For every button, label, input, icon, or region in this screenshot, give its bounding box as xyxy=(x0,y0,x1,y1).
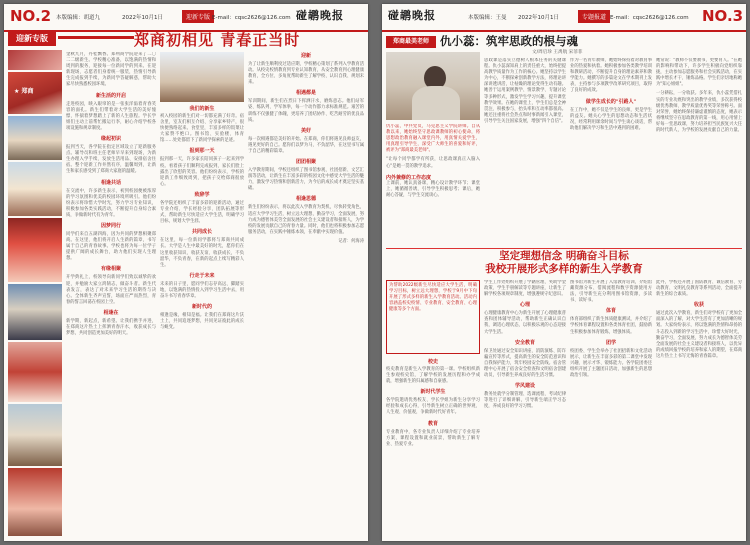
subhead-harvest: 收获 xyxy=(693,302,704,309)
lead-box: 为帮助2022级新生尽快适应大学生活，明确学习目标，树立远大理想，学校于9月中下旬开展了形式多样的新生入学教育活动。活动内容涵盖校史校情、专业教育、安全教育、心理健康等多个方面。 xyxy=(386,280,480,354)
photo-students xyxy=(8,162,62,216)
subhead-9: 新时代的 xyxy=(191,304,212,311)
article-subheadline: 我校开展形式多样的新生入学教育 xyxy=(485,263,643,275)
subhead-new-era: 新时代学生 xyxy=(420,389,446,396)
news-column-2: 学生工作处组织开展了学籍管理、奖助学金政策、学生手册解读等专题讲座，让新生了解学校各项规章制度，增强遵规守纪意识。 心理 心理健康教育中心为新生开展了心理健康普查和团体辅导活动，帮助新生正确认识自我，调适心理状态，以积极乐观的心态迎接大学生活。 安全教育 保卫处通过安全知识讲座、消防演练、防诈骗宣传等形式，提高新生的安全防范意识和自我保护能力，筑牢校园安全防线。宿舍管理中心开展了宿舍安全检查和文明宿舍创建动员，引导新生养成良好的生活习惯。 学风建设 教务处就学分制管理、选课流程、考试纪律等进行了详细讲解，引导新生端正学习态度，养成良好的学习习惯。 xyxy=(484,280,566,410)
subhead-mid-2: 报到那一天 xyxy=(189,148,215,155)
editor-credit: 本版编辑：王曼 xyxy=(468,15,507,21)
left-page-header xyxy=(4,4,368,32)
subhead-3: 相逢共话 xyxy=(100,179,121,186)
editor-credit: 本版编辑：胡道九 xyxy=(56,15,101,21)
article-divider xyxy=(386,248,742,249)
subhead-league: 团学 xyxy=(605,339,616,346)
title-rule xyxy=(58,36,134,39)
email: E-mail：cqsc2626@126.com xyxy=(212,15,291,21)
photo-registration xyxy=(160,52,244,102)
subhead-education: 教育 xyxy=(427,420,438,427)
article-headline: 坚定理想信念 明确奋斗目标 xyxy=(499,250,629,262)
article-column-1: 金秋九月，丹桂飘香。郑州商学院迎来了二〇二二级新生。学校精心准备，以饱满的热情和周到的服务，迎接每一位新同学的到来。在迎新现场，志愿者们身着统一服装，热情引导新生完成报到手续，为新同学答疑解惑，帮助大家尽快熟悉校园环境。 新生活的开启 走进校园，映入眼帘的是一张张洋溢着青春笑容的面孔。新生们带着对大学生活的美好憧憬，怀揣着梦想踏上了新的人生旅程。学长学姐们主动上前帮忙搬运行李，耐心介绍学校各项设施和规章制度。 缘起初识 报到当天，各学院在指定区域设立了迎新服务点。辅导员和班主任老师早早来到现场，为新生办理入学手续、发放生活用品、安排宿舍住宿。整个迎新工作井然有序，温馨周到，让新生和家长感受到了郑商大家庭的温暖。 相逢共话 在交流中，许多新生表示，初到校园便被浓厚的学习氛围和优美的校园环境所吸引。他们纷纷表示将珍惜大学时光，努力学习专业知识，积极参加各类实践活动，不断提升自身综合素质，争做新时代有为青年。 因梦同行 同学们来自五湖四海，因为共同的梦想相聚郑商。在这里，他们将开启人生新的篇章，书写属于自己的青春故事。学校也将为每一位学子提供广阔的成长舞台，助力他们实现人生理想。 有缘相聚 开学典礼上，校领导向新同学们致以诚挚的欢迎，并勉励大家立鸿鹄志，做奋斗者。新生代表发言，表达了对未来学习生活的期待与决心。全体新生齐声宣誓，场面庄严而热烈，青春的誓言回荡在校园上空。 相逢在 新学期，新起点，新希望。让我们携手并进，在郑商这片热土上挥洒青春汗水，收获成长与梦想，共同创造更加美好的明天。 xyxy=(66,52,156,337)
news-column-4: 此外，学校还开展了国防教育、诚信教育、劳动教育、文明礼仪教育等系列活动，全面提升新生的综合素质。 收获 通过此次入学教育，新生们对学校有了更加全面深入的了解，对大学生活有了更加清晰的规划。大家纷纷表示，将以饱满的热情和昂扬的斗志投入到新的学习生活中，珍惜大好时光，勤奋学习，全面发展，努力成长为德智体美劳全面发展的社会主义建设者和接班人，以优异的成绩回报学校的培养和家人的期望，在郑商这片热土上书写无悔的青春篇章。 xyxy=(656,280,742,359)
subhead-history: 校史 xyxy=(427,359,438,365)
left-page xyxy=(4,4,368,541)
feature-column-2: 作为一名青年教师，她始终保持着对教育事业的热爱和执着。她积极参加各类教学培训和教研活动，不断提升自身的理论素养和教学能力。她撰写的多篇论文在学术期刊上发表，主持参与多项教学改革研究项目，取得了良好的成效。 做学生成长的"引路人" 在工作中，她不仅是学生的良师，更是学生的益友。她关心学生的思想动态和生活状况，经常利用课余时间与学生谈心谈话，帮助他们解决学习和生活中遇到的困难。 xyxy=(570,58,652,131)
subhead-11: 相逢思德 xyxy=(295,196,316,203)
subhead-mid-3: 共同成长 xyxy=(191,229,212,236)
portrait-body xyxy=(412,86,460,120)
photo-campus xyxy=(8,284,62,340)
photo-parade xyxy=(8,218,62,282)
photo-red-banner xyxy=(8,72,62,114)
section-logo: 迎新专版 xyxy=(8,32,56,46)
right-page-header xyxy=(382,4,746,32)
subhead-5: 有缘相聚 xyxy=(100,266,121,273)
section-label: 迎新专版 xyxy=(182,10,214,23)
article-column-2: 我们的新生 初入校园的新生们对一切都充满了好奇。宿舍里，室友们相互介绍、分享家乡特产，很快便熟络起来。食堂里，丰富多样的饭菜让大家赞不绝口。图书馆、实验楼、体育馆……处处都留下了新同学探索的足迹。 报到那一天 报到那一天，许多家长陪同孩子一起来到学校。看着孩子们顺利完成报到，家长们脸上露出了欣慰的笑容。他们纷纷表示，学校的迎新工作细致周到，把孩子交给郑商很放心。 致辞学 各学院还组织了丰富多彩的迎新活动，通过专业介绍、学长经验分享、团队拓展等形式，帮助新生尽快适应大学生活，明确学习目标，规划大学生涯。 共同成长 在这里，每一位新同学都将与郑商共同成长。大学是人生中最美好的时光，愿你们在这里收获知识、收获友谊、收获成长，不负韶华，不负青春，在新的起点上续写精彩人生。 行走于未来 未来的日子里，愿同学们志存高远、脚踏实地，以饱满的热情投入到学习生活中去，用奋斗书写青春华章。 新时代的 相逢是缘，相知是福。让我们在郑商这片沃土上，共同追逐梦想，共同见证彼此的成长与蜕变。 xyxy=(160,52,244,538)
section-subhead: 内外兼修的工作态度 xyxy=(386,174,432,181)
photo-welcome-board xyxy=(8,50,62,70)
feature-tag: 郑商最美老师 xyxy=(386,36,436,48)
subhead-mid-4: 迎新 xyxy=(300,53,311,59)
banner-caption: ★ 郑商 xyxy=(14,88,34,95)
subhead-mid-1: 我们的新生 xyxy=(189,106,215,112)
subhead-study: 学风建设 xyxy=(514,383,535,390)
feature-byline: 文/周启珍 王禹航 宋菲菲 xyxy=(532,50,583,55)
portrait-photo xyxy=(386,52,480,120)
subhead-8: 行走于未来 xyxy=(189,272,215,279)
feature-column-1: 思政课是落实立德树人根本任务的关键课程。仇小蕊深知肩上的责任重大，始终把提高教学质量作为工作的核心。她坚持以学生为中心，不断探索创新教学方法，将理论讲深讲透讲活，让枯燥的理论变得生动有趣。她善于运用案例教学、情景教学、专题讨论等多种形式，激发学生学习兴趣，提升课堂教学效果。在她的课堂上，学生们总是全神贯注、积极参与，抬头率和互动率都很高。她还注重将社会热点和时事新闻引入课堂，引导学生关注国家发展，增强"四个自信"。 xyxy=(484,58,566,124)
news-column-3: 图书馆为新生开展了入馆教育培训，介绍馆藏资源分布、借阅流程和数字资源使用方法，引导新生充分利用图书馆资源，多读书、读好书。 体育 体育部组织了新生体质健康测试，并介绍了学校体育课程设置和各类体育社团，鼓励新生积极参加体育锻炼，增强体质。 团学 校团委、学生会举办了社团招新和文化活动展示，让新生在丰富多彩的第二课堂中发现兴趣、展示才华、锻炼能力。各学院团委还组织开展了主题团日活动，加强新生的思想政治引领。 xyxy=(570,280,652,379)
subhead-mid-6: 美好 xyxy=(300,127,311,134)
article-signature: 记者：何海涛 xyxy=(338,238,364,244)
news-column-1: 校史 校史教育是新生入学教育的第一课。学校组织新生参观校史馆，了解学校的发展历程和办学成就，增强新生的归属感和自豪感。 新时代学生 各学院邀请优秀校友、学长学姐为新生分享学习经验和成长心得，引导新生树立正确的世界观、人生观、价值观，争做新时代好青年。 教育 专业教育中，各专业负责人详细介绍了专业培养方案、课程设置和就业前景，帮助新生了解专业、热爱专业。 xyxy=(386,359,480,447)
photo-group xyxy=(8,404,62,466)
title-band xyxy=(4,32,368,50)
section-label: 专题报道 xyxy=(578,10,610,23)
subhead-4: 因梦同行 xyxy=(100,222,121,229)
page-number: NO.3 xyxy=(702,7,744,25)
photo-flag xyxy=(8,342,62,402)
subhead-sports: 体育 xyxy=(605,308,616,315)
subhead-10: 团团相聚 xyxy=(295,159,316,166)
article-column-3: 迎新 为了让新生顺利度过适应期，学校精心策划了系列入学教育活动。从校史校情教育到专业认知教育，从安全教育到心理健康教育，全方位、多角度帮助新生了解学校、认识自我、规划未来。 相遇都是 军训期间，新生们在烈日下挥洒汗水，磨炼意志。他们站军姿、练队列、学军体拳，每一个动作都力求标准规范。艰苦的训练不仅强健了体魄，更培养了团结协作、吃苦耐劳的优良品质。 美好 每一次相遇都是美好的开始。在郑商，你们将遇见良师益友，遇见更好的自己。愿你们以梦为马，不负韶华，在这里书写属于自己的精彩篇章。 团团相聚 入学教育期间，学校还组织了图书馆参观、社团招新、文艺汇演等活动，让新生在丰富多彩的校园文化中感受大学生活的魅力，激发学习热情和创新活力，为今后的成长成才奠定坚实基础。 相逢思德 新生们纷纷表示，将以此次入学教育为契机，尽快转变角色，适应大学学习生活，树立远大理想，勤奋学习，全面发展，努力成为德智体美劳全面发展的社会主义建设者和接班人，为学校的发展贡献自己的青春力量。同时，他们也将积极参加志愿服务活动，在实践中锤炼本领，在奉献中实现价值。 记者：何海涛 xyxy=(248,53,364,244)
issue-date: 2022年10月1日 xyxy=(518,15,559,21)
masthead: 碰鹕晚报 xyxy=(296,9,344,22)
page-number: NO.2 xyxy=(10,7,52,25)
page-title: 郑商初相见 青春正当时 xyxy=(134,31,301,49)
subhead-mental: 心理 xyxy=(519,302,530,309)
feature-column-3: 她常说："教师不仅要教书，更要育人。"在她的影响和带动下，许多学生积极向党组织靠拢，主动参加志愿服务和社会实践活动，在实践中增长才干、锤炼品格。学生们亲切地称她为"知心姐姐"。 一分耕耘，一分收获。多年来，仇小蕊凭借扎实的专业功底和突出的教学业绩，多次获得校级优秀教师、教学质量优秀奖等荣誉称号。面对荣誉，她始终保持谦虚谨慎的态度，她表示将继续坚守在思政教育的第一线，用心用情上好每一堂思政课，努力培养担当民族复兴大任的时代新人，为学校的发展贡献自己的力量。 xyxy=(656,58,742,134)
feature-title: 仇小蕊：筑牢思政的根与魂 xyxy=(440,34,578,48)
photo-crowd xyxy=(8,116,62,160)
feature-intro: 仇小蕊，中共党员，马克思主义学院讲师。自从教以来，她始终坚守思政课教师的初心使命，将思想政治教育融入课堂内外，用真情关爱学生，用真理引导学生，深受广大师生的喜爱和好评，被评为"郑商最美老师"。 "让每个同学都学有所获，让思政课真正入脑入心"是她一贯的教学追求。 内外兼修的工作态度 上课前，她认真备课，精心设计教学环节；课堂上，她循循善诱，引导学生积极思考；课后，她耐心答疑，与学生交流谈心。 xyxy=(386,124,480,198)
subhead-2: 缘起初识 xyxy=(100,136,121,143)
subhead-7: 致辞学 xyxy=(194,191,210,198)
email: E-mail：cqsc2626@126.com xyxy=(610,15,689,21)
subhead-safety: 安全教育 xyxy=(514,339,535,346)
masthead: 碰鹕晚报 xyxy=(388,9,436,22)
photo-ceremony xyxy=(8,468,62,536)
subhead-mid-5: 相遇都是 xyxy=(295,90,316,97)
issue-date: 2022年10月1日 xyxy=(122,15,163,21)
subhead-1: 新生活的开启 xyxy=(95,92,126,99)
subhead-6: 相逢在 xyxy=(103,309,119,316)
right-page xyxy=(382,4,746,541)
